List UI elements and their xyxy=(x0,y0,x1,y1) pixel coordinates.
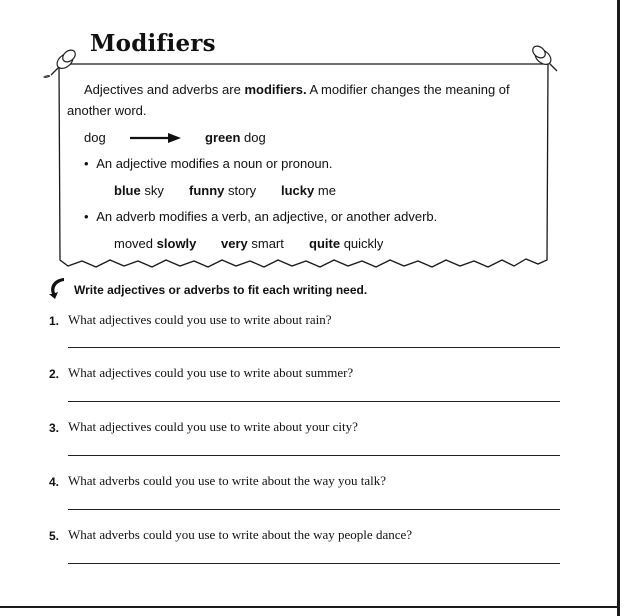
question-number: 2. xyxy=(49,367,60,381)
answer-line[interactable] xyxy=(68,347,560,348)
bullet-adjective-text: An adjective modifies a noun or pronoun. xyxy=(96,156,333,171)
answer-line[interactable] xyxy=(68,401,560,402)
answer-line[interactable] xyxy=(68,563,560,564)
adjective-example-3-plain: me xyxy=(317,183,336,198)
bullet-adjective xyxy=(84,154,333,174)
answer-line[interactable] xyxy=(68,509,560,510)
adverb-example-2 xyxy=(221,234,284,254)
intro-line-2: another word. xyxy=(67,103,147,118)
adjective-example-3 xyxy=(281,181,336,201)
adjective-example-2-plain: story xyxy=(228,183,257,198)
page-edge-bottom xyxy=(0,606,620,608)
bullet-dot: • xyxy=(84,156,89,171)
adverb-example-2-plain: smart xyxy=(251,236,284,251)
example-result xyxy=(205,128,266,148)
example-result-plain: dog xyxy=(244,130,266,145)
question-text: What adverbs could you use to write about the way people dance? xyxy=(68,527,413,542)
question-number: 1. xyxy=(49,314,60,328)
adjective-example-2-bold: funny xyxy=(189,183,225,198)
adverb-example-1-plain: moved xyxy=(114,236,154,251)
question-text: What adverbs could you use to write about the way you talk? xyxy=(68,473,387,488)
question-text: What adjectives could you use to write about your city? xyxy=(68,419,358,434)
answer-line[interactable] xyxy=(68,455,560,456)
adverb-example-1-bold: slowly xyxy=(156,236,197,251)
adjective-example-1-bold: blue xyxy=(114,183,141,198)
adjective-example-3-bold: lucky xyxy=(281,183,315,198)
adjective-example-1 xyxy=(114,181,164,201)
example-result-bold: green xyxy=(205,130,241,145)
adjective-example-2 xyxy=(189,181,256,201)
adverb-example-3-plain: quickly xyxy=(343,236,384,251)
question-text: What adjectives could you use to write about rain? xyxy=(68,312,332,327)
intro-line-1 xyxy=(84,80,510,100)
right-arrow-icon xyxy=(130,132,182,144)
pushpin-left-icon xyxy=(42,44,82,82)
adverb-example-3-bold: quite xyxy=(309,236,341,251)
adjective-example-1-plain: sky xyxy=(144,183,164,198)
question-number: 5. xyxy=(49,529,60,543)
adverb-example-1 xyxy=(114,234,196,254)
intro-bold-term: modifiers. xyxy=(244,82,307,97)
page-edge-right xyxy=(617,0,620,616)
intro-post: A modifier changes the meaning of xyxy=(309,82,510,97)
bullet-dot: • xyxy=(84,209,89,224)
adverb-example-3 xyxy=(309,234,383,254)
instructions: Write adjectives or adverbs to fit each writing need. xyxy=(74,283,368,297)
example-word: dog xyxy=(84,130,106,145)
pencil-swoosh-icon xyxy=(46,274,72,300)
question-number: 4. xyxy=(49,475,60,489)
bullet-adverb-text: An adverb modifies a verb, an adjective, or another adverb. xyxy=(96,209,438,224)
intro-pre: Adjectives and adverbs are xyxy=(84,82,241,97)
pushpin-right-icon xyxy=(526,40,566,78)
question-text: What adjectives could you use to write about summer? xyxy=(68,365,354,380)
adverb-example-2-bold: very xyxy=(221,236,248,251)
question-number: 3. xyxy=(49,421,60,435)
page-title: Modifiers xyxy=(90,30,216,57)
bullet-adverb xyxy=(84,207,437,227)
